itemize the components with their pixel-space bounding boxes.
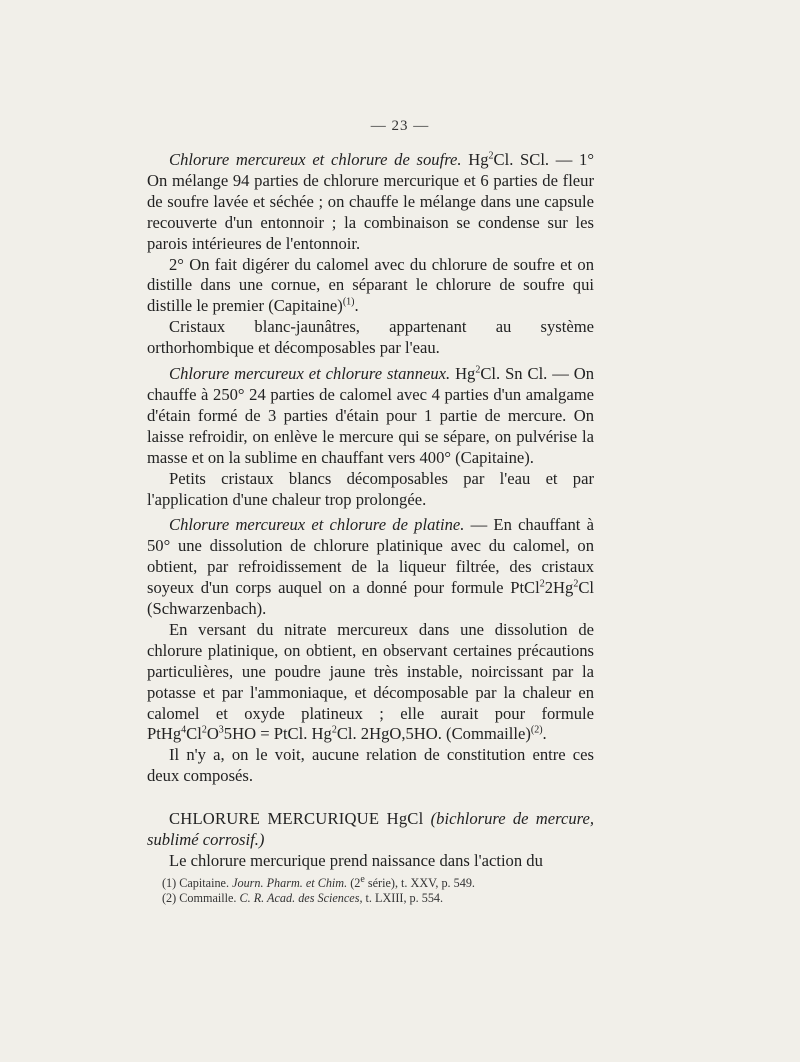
footnote-ref: (1) <box>342 296 355 308</box>
footnotes <box>162 873 582 906</box>
paragraph-2: 2° On fait digérer du calomel avec du chlorure de soufre et on distille dans une cornue, en séparant le chlorure de soufre qui distille le premier (Capitaine)$^{(1)}$. <box>147 254 594 316</box>
footnote-2: (2) Commaille. C. R. Acad. des Sciences, t. LXIII, p. 554. <box>162 891 444 905</box>
body-text <box>147 150 594 872</box>
page-number: — 23 — <box>370 118 430 134</box>
paragraph-6: Chlorure mercureux et chlorure de platine. — En chauffant à 50° une dissolution de chlorure platinique avec du calomel, on obtient, par refroidissement de la liqueur filtrée, des cristaux soyeux d'un corps auquel on a donné pour formule PtCl$^2$2Hg$^2$Cl (Schwarzenbach). <box>147 515 594 619</box>
footnote-1: (1) Capitaine. Journ. Pharm. et Chim. (2e série), t. XXV, p. 549. <box>162 873 475 890</box>
paragraph-3: Cristaux blanc-jaunâtres, appartenant au système orthorhombique et décomposables par l'eau. <box>147 317 594 358</box>
section-title: Chlorure mercureux et chlorure stanneux. <box>169 364 451 384</box>
section-title: Chlorure mercureux et chlorure de platine. <box>169 515 465 535</box>
formula: Hg$^2$Cl. SCl. — <box>468 150 573 169</box>
paragraph-9: CHLORURE MERCURIQUE HgCl (bichlorure de mercure, sublimé corrosif.) <box>147 809 594 850</box>
paragraph-8: Il n'y a, on le voit, aucune relation de constitution entre ces deux composés. <box>147 745 594 786</box>
paragraph-text: 1° On mélange 94 parties de chlorure mercurique et 6 parties de fleur de soufre lavée et séchée ; on chauffe le mélange dans une capsule recouverte d'un entonnoir ; la combinaison se condense sur les parois intérieures de l'entonnoir. <box>147 150 594 253</box>
paragraph-5: Petits cristaux blancs décomposables par l'eau et par l'application d'une chaleur trop prolongée. <box>147 468 594 509</box>
paragraph-1 <box>147 150 594 255</box>
paragraph-10: Le chlorure mercurique prend naissance dans l'action du <box>169 851 543 870</box>
section-heading: CHLORURE MERCURIQUE HgCl <box>169 809 424 829</box>
section-title: Chlorure mercureux et chlorure de soufre. <box>169 150 462 169</box>
formula: Hg$^2$Cl. Sn Cl. <box>455 364 548 384</box>
paragraph-text: — On chauffe à 250° 24 parties de calomel avec 4 parties d'un amalgame d'étain formé de 3 parties d'étain pour 1 partie de mercure. On laisse refroidir, on enlève le mercure qui se sépare, on pulvérise la masse et on la sublime en chauffant vers 400° (Capitaine). <box>147 364 595 467</box>
footnote-ref: (2) <box>530 724 543 736</box>
paragraph-4 <box>147 364 594 469</box>
paragraph-7: En versant du nitrate mercureux dans une dissolution de chlorure platinique, on obtient, en observant certaines précautions particulières, une poudre jaune très instable, noircissant par la potasse et par l'ammoniaque, et décomposable par la chaleur en calomel et oxyde platineux ; elle aurait pour formule $PtHg^4Cl^2O^35HO$ = PtCl. Hg$^2$Cl. 2HgO,5HO. (Commaille)$^{(2)}$. <box>147 619 594 744</box>
